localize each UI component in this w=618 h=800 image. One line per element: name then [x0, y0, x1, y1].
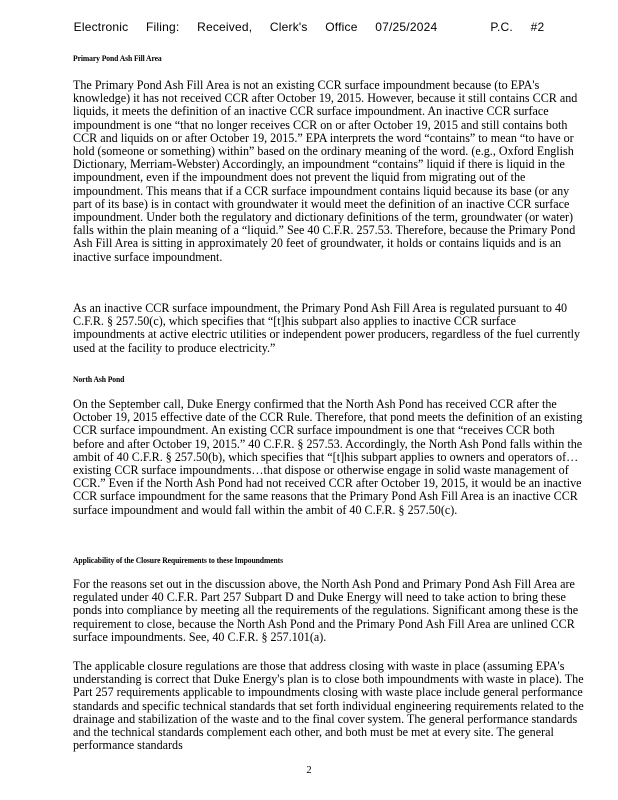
- paragraph-primary-pond-regulation: As an inactive CCR surface impoundment, the Primary Pond Ash Fill Area is regulated pursuant to 40 C.F.R. § 257.50(c), which specifies that “[t]his subpart also applies to inactive CCR surface impoundments at active electric utilities or independent power producers, regardless of the fuel currently used at the facility to produce electricity.”: [73, 301, 581, 355]
- paragraph-primary-pond-definition: The Primary Pond Ash Fill Area is not an existing CCR surface impoundment because (to EPA's knowledge) it has not received CCR after October 19, 2015. However, because it still contains CCR and liquids, it meets the definition of an inactive CCR surface impoundment. An inactive CCR surface impoundment is one “that no longer receives CCR on or after October 19, 2015 and still contains both CCR and liquids on or after October 19, 2015.” EPA interprets the word “contains” to mean “to have or hold (someone or something) within” based on the ordinary meaning of the word. (e.g., Oxford English Dictionary, Merriam-Webster) Accordingly, an impoundment “contains” liquid if there is liquid in the impoundment, even if the impoundment does not prevent the liquid from migrating out of the impoundment. This means that if a CCR surface impoundment contains liquid because its base (or any part of its base) is in contact with groundwater it would meet the definition of an inactive CCR surface impoundment. Under both the regulatory and dictionary definitions of the term, groundwater (or water) falls within the plain meaning of a “liquid.” See 40 C.F.R. 257.53. Therefore, because the Primary Pond Ash Fill Area is sitting in approximately 20 feet of groundwater, it holds or contains liquids and is an inactive surface impoundment.: [73, 78, 578, 264]
- section-heading-closure-applicability: Applicability of the Closure Requirements to these Impoundments: [73, 556, 283, 565]
- paragraph-closure-regulations: The applicable closure regulations are those that address closing with waste in place (assuming EPA's understanding is correct that Duke Energy's plan is to close both impoundments with waste in place). The Part 257 requirements applicable to impoundments closing with waste place include general performance standards and specific technical standards that set forth individual engineering requirements related to the drainage and stabilization of the waste and to the final cover system. The general performance standards and the technical standards complement each other, and both must be met at every site. The general performance standards: [73, 659, 584, 753]
- section-heading-north-ash-pond: North Ash Pond: [73, 375, 125, 384]
- filing-stamp-header: Electronic Filing: Received, Clerk's Office 07/25/2024 P.C. #2: [73, 20, 545, 34]
- section-heading-primary-pond: Primary Pond Ash Fill Area: [73, 54, 162, 63]
- paragraph-north-ash-pond: On the September call, Duke Energy confirmed that the North Ash Pond has received CCR after the October 19, 2015 effective date of the CCR Rule. Therefore, that pond meets the definition of an existing CCR surface impoundment. An existing CCR surface impoundment is one that “receives CCR both before and after October 19, 2015.” 40 C.F.R. § 257.53. Accordingly, the North Ash Pond falls within the ambit of 40 C.F.R. § 257.50(b), which specifies that “[t]his subpart applies to owners and operators of…existing CCR surface impoundments…that dispose or otherwise engage in solid waste management of CCR.” Even if the North Ash Pond had not received CCR after October 19, 2015, it would be an inactive CCR surface impoundment for the same reasons that the Primary Pond Ash Fill Area is an inactive CCR surface impoundment and would fall within the ambit of 40 C.F.R. § 257.50(c).: [73, 397, 583, 517]
- page-number: 2: [306, 765, 312, 776]
- paragraph-closure-requirements: For the reasons set out in the discussion above, the North Ash Pond and Primary Pond Ash Fill Area are regulated under 40 C.F.R. Part 257 Subpart D and Duke Energy will need to take action to bring these ponds into compliance by meeting all the requirements of the regulations. Significant among these is the requirement to close, because the North Ash Pond and the Primary Pond Ash Fill Area are unlined CCR surface impoundments. See, 40 C.F.R. § 257.101(a).: [73, 577, 579, 644]
